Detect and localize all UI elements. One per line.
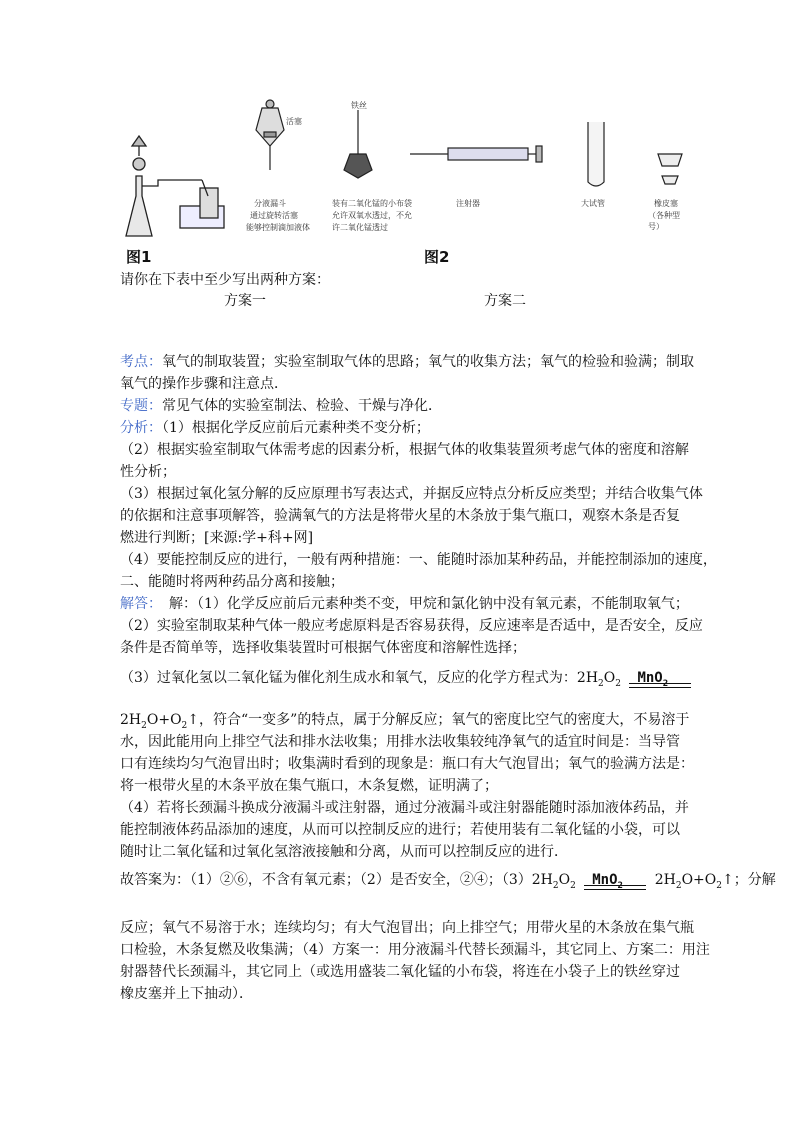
label-bag-2: 允许双氧水透过，不允 <box>332 211 412 220</box>
jieda-5d: 2 <box>181 720 188 731</box>
zhuanti-text: 常见气体的实验室制法、检验、干燥与净化． <box>162 398 442 414</box>
catalyst-condition <box>629 666 691 690</box>
fenxi-line-1 <box>120 418 430 438</box>
figure-2-label: 图2 <box>424 248 450 266</box>
label-stopper-2: （各种型号） <box>648 211 680 231</box>
fenxi-line-5: 的依据和注意事项解答，验满氧气的方法是将带火星的木条放于集气瓶口，观察木条是否复 <box>120 508 680 524</box>
answer-d: 2 <box>570 880 576 891</box>
fenxi-label: 分析： <box>120 420 162 436</box>
fenxi-text-1: （1）根据化学反应前后元素种类不变分析； <box>162 420 430 436</box>
jieda-5b: 2 <box>141 720 147 731</box>
jieda-o: O <box>603 670 616 686</box>
fig2-syringe <box>410 146 542 162</box>
catalyst-mno: MnO <box>637 670 663 686</box>
label-syringe: 注射器 <box>456 199 480 208</box>
zhuanti-line <box>120 396 442 416</box>
table-header-2: 方案二 <box>484 293 526 309</box>
label-funnel-3: 能够控制滴加液体 <box>246 223 310 232</box>
jieda-5e: ↑，符合“一变多”的特点，属于分解反应；氧气的密度比空气的密度大，不易溶于 <box>187 712 690 728</box>
fenxi-line-3: 性分析； <box>120 464 176 480</box>
answer-catalyst-mno: MnO <box>592 872 618 888</box>
catalyst-sub: 2 <box>662 678 669 689</box>
jieda-5c: O+O <box>146 712 182 728</box>
answer-e: 2H <box>654 872 676 888</box>
jieda-line-4 <box>120 664 695 698</box>
answer-c: O <box>558 872 571 888</box>
jieda-line-2: （2）实验室制取某种气体一般应考虑原料是否容易获得，反应速率是否适中，是否安全，反应 <box>120 618 703 634</box>
answer-h: 2 <box>716 880 722 891</box>
answer-i: ↑；分解 <box>721 872 776 888</box>
fenxi-line-2: （2）根据实验室制取气体需考虑的因素分析，根据气体的收集装置须考虑气体的密度和溶解 <box>120 442 689 458</box>
answer-catalyst-condition <box>584 868 646 892</box>
label-funnel-2: 通过旋转活塞 <box>250 211 298 220</box>
sub-h2: 2 <box>598 678 604 689</box>
answer-f: 2 <box>675 880 682 891</box>
label-stopper-1: 橡皮塞 <box>654 199 678 208</box>
jieda-line-7: 口有连续均匀气泡冒出时；收集满时看到的现象是：瓶口有大气泡冒出；氧气的验满方法是： <box>120 756 694 772</box>
table-header-1: 方案一 <box>224 293 266 309</box>
fenxi-line-4: （3）根据过氧化氢分解的反应原理书写表达式，并据反应特点分析反应类型；并结合收集气体 <box>120 486 703 502</box>
answer-line-4: 射器替代长颈漏斗，其它同上（或选用盛装二氧化锰的小布袋，将连在小袋子上的铁丝穿过 <box>120 964 680 980</box>
label-bag-3: 许二氧化锰透过 <box>332 223 388 232</box>
sub-o2: 2 <box>615 678 621 689</box>
jieda-line-10: 能控制液体药品添加的速度，从而可以控制反应的进行；若使用装有二氧化锰的小袋，可以 <box>120 822 680 838</box>
fig1-apparatus <box>126 136 224 236</box>
answer-a: 故答案为：（1）②⑥，不含有氧元素；（2）是否安全，②④；（3）2H <box>120 872 553 888</box>
fig2-bag <box>344 110 372 178</box>
jieda-line-9: （4）若将长颈漏斗换成分液漏斗或注射器，通过分液漏斗或注射器能随时添加液体药品，并 <box>120 800 689 816</box>
jieda-label: 解答： <box>120 596 155 612</box>
answer-line-1 <box>120 866 776 900</box>
zhuanti-label: 专题： <box>120 398 162 414</box>
kaodian-text-1: 氧气的制取装置；实验室制取气体的思路；氧气的收集方法；氧气的检验和验满；制取 <box>162 354 694 370</box>
kaodian-line-2: 氧气的操作步骤和注意点． <box>120 376 288 392</box>
label-wire: 铁丝 <box>351 101 367 110</box>
jieda-5a: 2H <box>120 712 142 728</box>
answer-b: 2 <box>552 880 559 891</box>
fig2-separatory-funnel <box>256 100 284 170</box>
fenxi-line-6: 燃进行判断；[来源:学+科+网] <box>120 530 314 546</box>
fenxi-line-8: 二、能随时将两种药品分离和接触； <box>120 574 344 590</box>
jieda-text-1: 解：（1）化学反应前后元素种类不变，甲烷和氯化钠中没有氧元素，不能制取氧气； <box>155 596 689 612</box>
answer-catalyst-sub: 2 <box>617 880 623 891</box>
kaodian-label: 考点： <box>120 354 162 370</box>
jieda-line-3: 条件是否简单等，选择收集装置时可根据气体密度和溶解性选择； <box>120 640 526 656</box>
jieda-line-6: 水，因此能用向上排空气法和排水法收集；用排水法收集较纯净氧气的适宜时间是：当导管 <box>120 734 680 750</box>
label-test-tube: 大试管 <box>581 199 605 208</box>
label-bag-1: 装有二氧化锰的小布袋 <box>332 199 412 208</box>
jieda-line-1 <box>120 594 689 614</box>
fenxi-line-7: （4）要能控制反应的进行，一般有两种措施：一、能随时添加某种药品，并能控制添加的速度， <box>120 552 717 568</box>
figure-1-label: 图1 <box>126 248 152 266</box>
jieda-text-4: （3）过氧化氢以二氧化锰为催化剂生成水和氧气，反应的化学方程式为：2H <box>120 670 599 686</box>
answer-line-3: 口检验，木条复燃及收集满；（4）方案一：用分液漏斗代替长颈漏斗，其它同上、方案二：用注 <box>120 942 710 958</box>
prompt-text: 请你在下表中至少写出两种方案： <box>120 272 330 288</box>
fig2-test-tube <box>588 122 604 186</box>
jieda-line-8: 将一根带火星的木条平放在集气瓶口，木条复燃，证明满了； <box>120 778 498 794</box>
kaodian-line-1 <box>120 352 694 372</box>
figure-area <box>118 96 688 268</box>
jieda-line-11: 随时让二氧化锰和过氧化氢溶液接触和分离，从而可以控制反应的进行． <box>120 844 568 860</box>
answer-g: O+O <box>681 872 717 888</box>
label-piston: 活塞 <box>286 117 302 126</box>
apparatus-figure <box>118 96 688 268</box>
fig2-stoppers <box>658 154 682 184</box>
answer-line-5: 橡皮塞并上下抽动）． <box>120 986 253 1002</box>
answer-line-2: 反应；氧气不易溶于水；连续均匀；有大气泡冒出；向上排空气；用带火星的木条放在集气瓶 <box>120 920 694 936</box>
label-funnel-1: 分液漏斗 <box>254 199 286 208</box>
